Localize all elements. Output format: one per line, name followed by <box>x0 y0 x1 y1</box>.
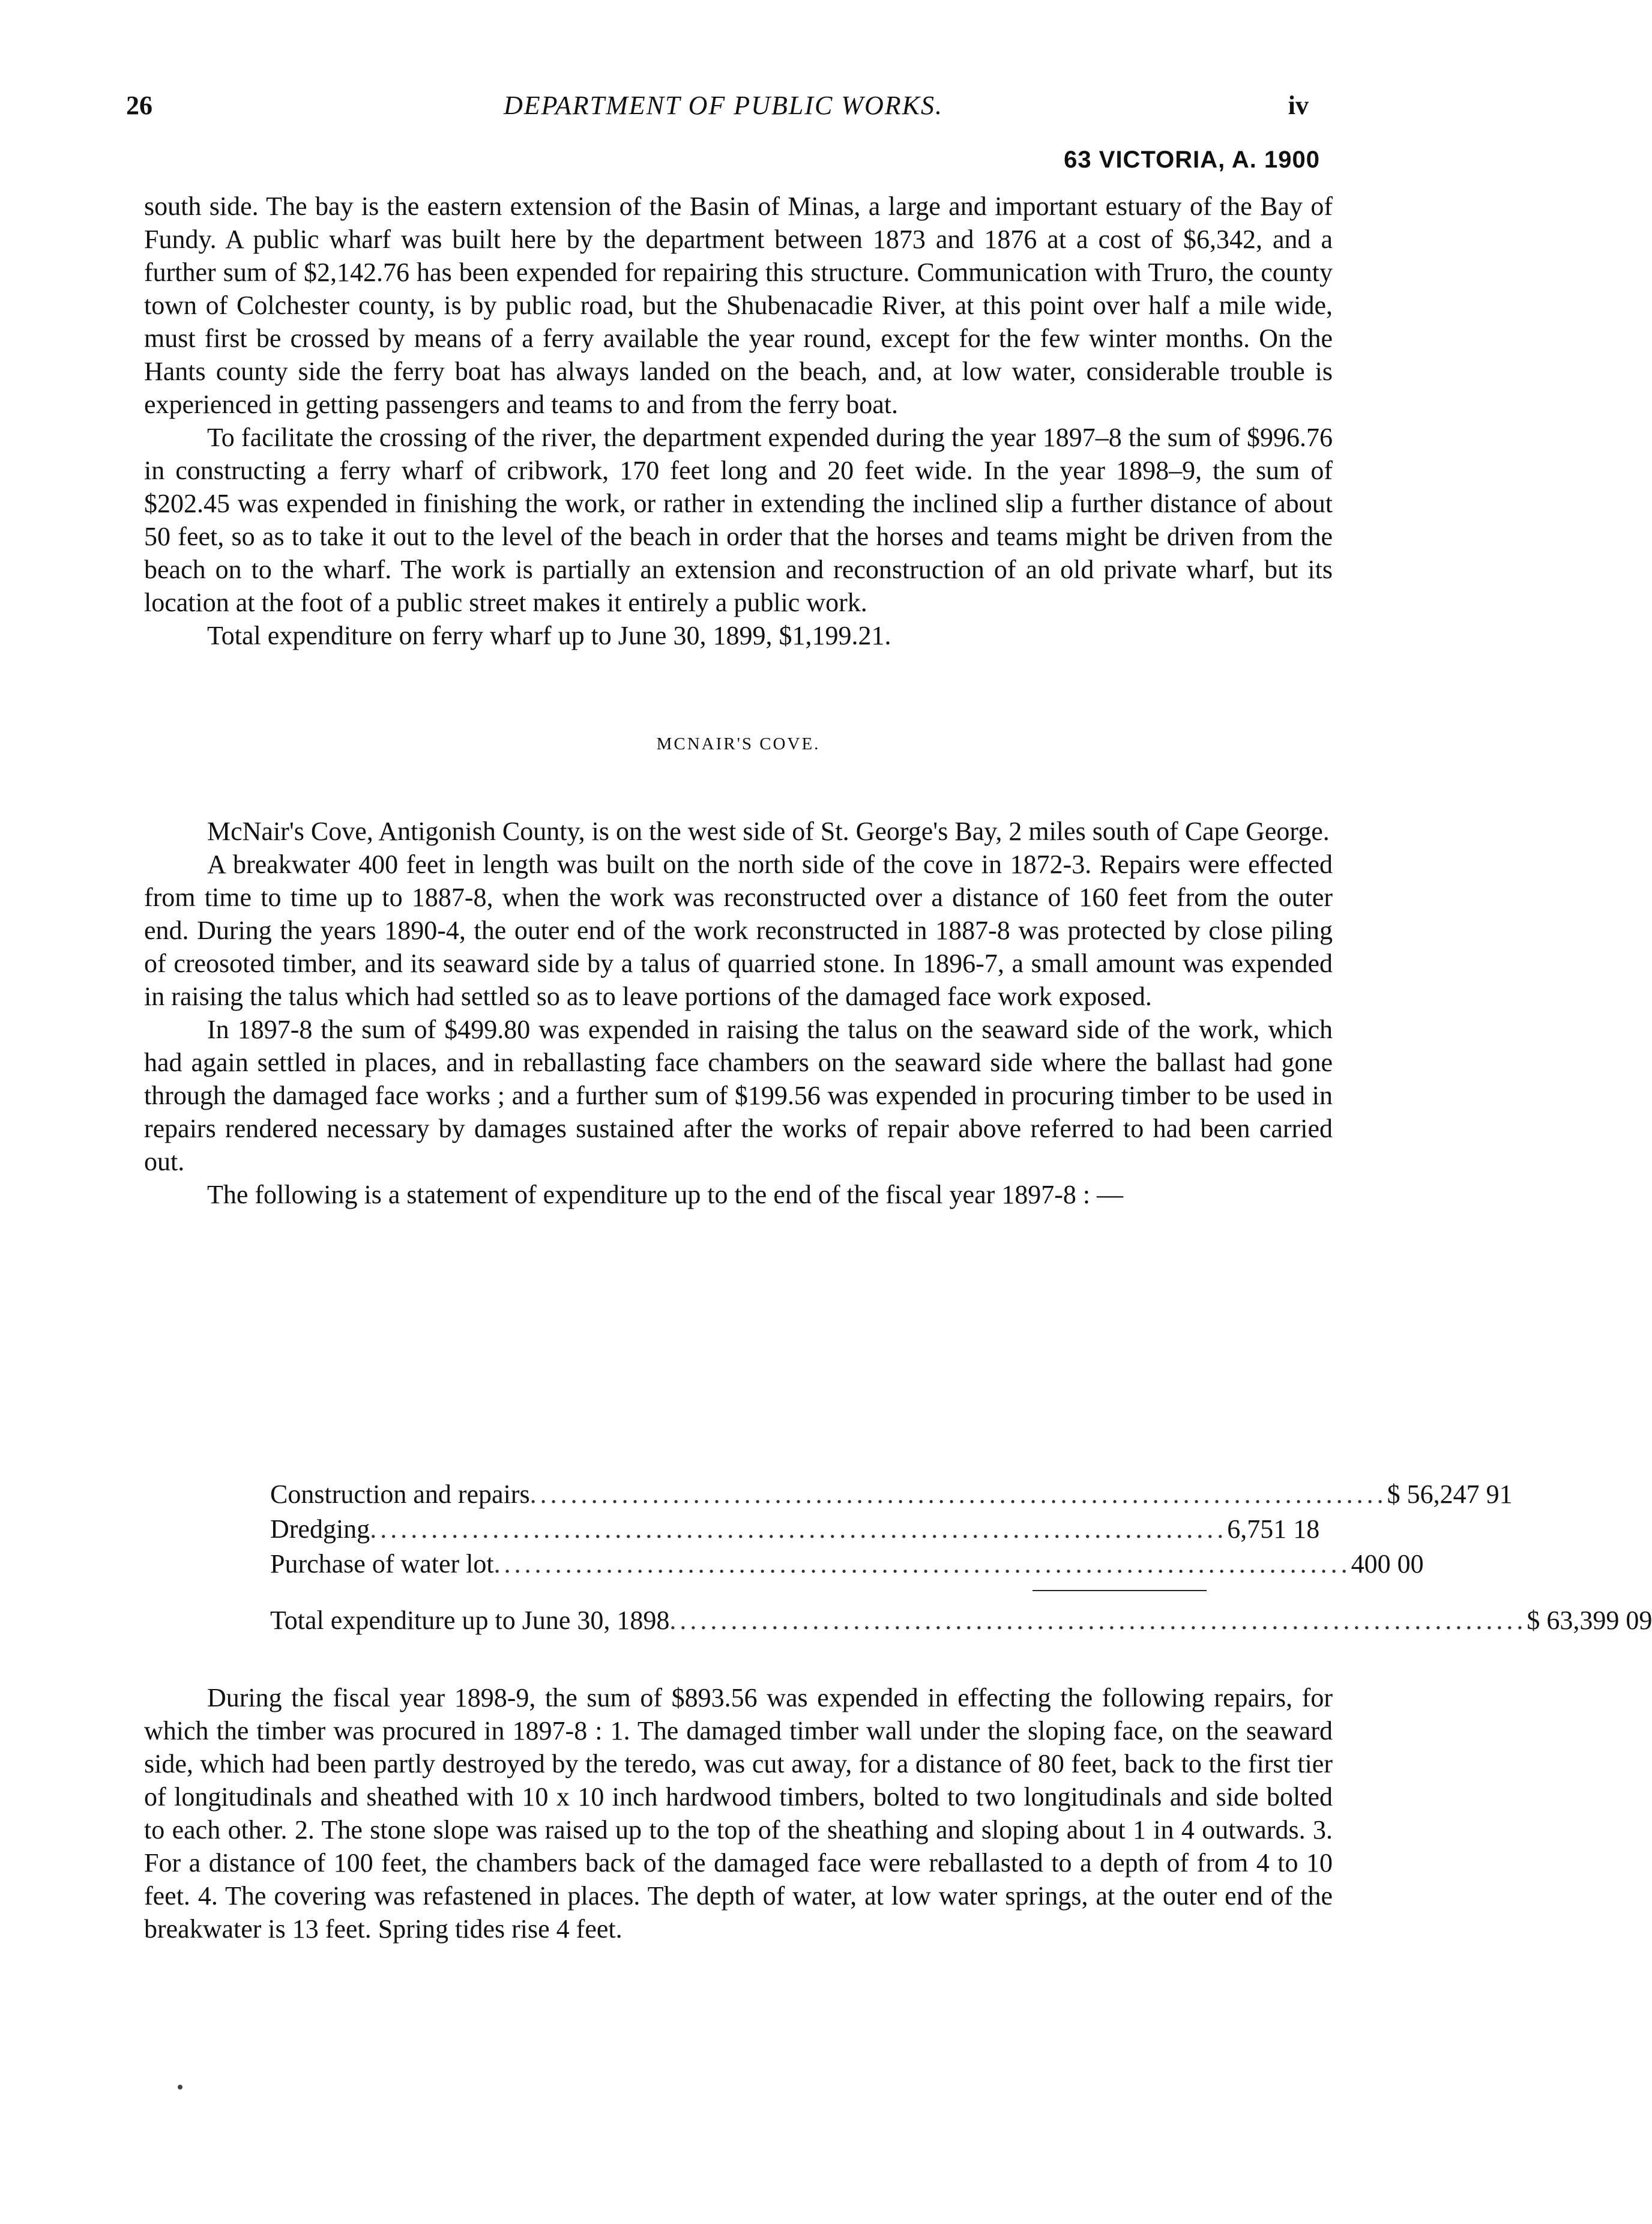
paragraph: Total expenditure on ferry wharf up to June 30, 1899, $1,199.21. <box>207 621 891 650</box>
row-label: Purchase of water lot <box>270 1549 494 1579</box>
paragraph: south side. The bay is the eastern extension of the Basin of Minas, a large and important estuary of the Bay of Fundy. A public wharf was built here by the department between 1873 and 1876 at a cost of $6,342, and a further sum of $2,142.76 has been expended for repairing this structure. Communication with Truro, the county town of Colchester county, is by public road, but the Shubenacadie River, at this point over half a mile wide, must first be crossed by means of a ferry available the year round, except for the few winter months. On the Hants county side the ferry boat has always landed on the beach, and, at low water, considerable trouble is experienced in getting passengers and teams to and from the ferry boat. <box>144 192 1333 419</box>
row-amount: $ 56,247 91 <box>1387 1479 1513 1509</box>
body-text <box>144 190 1333 1211</box>
row-label: Dredging <box>270 1514 370 1544</box>
expenditure-row <box>270 1512 1320 1547</box>
expenditure-row <box>270 1547 1424 1582</box>
paragraph: A breakwater 400 feet in length was built on the north side of the cove in 1872-3. Repairs were effected from time to time up to 1887-8, when the work was reconstructed over a distance of 160 feet from the outer end. During the years 1890-4, the outer end of the work reconstructed in 1887-8 was protected by close piling of creosoted timber, and its seaward side by a talus of quarried stone. In 1896-7, a small amount was expended in raising the talus which had settled so as to leave portions of the damaged face work exposed. <box>144 850 1333 1011</box>
expenditure-statement <box>270 1477 1652 1638</box>
leader-dots: .................................................................................... <box>370 1514 1228 1544</box>
volume-number: iv <box>1288 91 1309 120</box>
paragraph: During the fiscal year 1898-9, the sum of $893.56 was expended in effecting the following repairs, for which the timber was procured in 1897-8 : 1. The damaged timber wall under the sloping face, on the seaward side, which had been partly destroyed by the teredo, was cut away, for a distance of 80 feet, back to the first tier of longitudinals and sheathed with 10 x 10 inch hardwood timbers, bolted to two longitudinals and side bolted to each other. 2. The stone slope was raised up to the top of the sheathing and sloping about 1 in 4 outwards. 3. For a distance of 100 feet, the chambers back of the damaged face were reballasted to a depth of from 4 to 10 feet. 4. The covering was refastened in places. The depth of water, at low water springs, at the outer end of the breakwater is 13 feet. Spring tides rise 4 feet. <box>144 1683 1333 1944</box>
section-heading: MCNAIR'S COVE. <box>656 734 821 754</box>
page-number: 26 <box>126 91 152 120</box>
total-rule <box>1032 1590 1207 1591</box>
total-label: Total expenditure up to June 30, 1898 <box>270 1606 670 1635</box>
paragraph: McNair's Cove, Antigonish County, is on the west side of St. George's Bay, 2 miles south of Cape George. <box>207 817 1330 846</box>
total-row <box>270 1603 1652 1638</box>
leader-dots: .................................................................................... <box>529 1479 1387 1509</box>
row-amount: 400 00 <box>1351 1549 1424 1579</box>
closing-text <box>144 1681 1333 1945</box>
row-label: Construction and repairs <box>270 1479 530 1509</box>
leader-dots: .................................................................................... <box>669 1606 1527 1635</box>
paragraph: In 1897-8 the sum of $499.80 was expended in raising the talus on the seaward side of the work, which had again settled in places, and in reballasting face chambers on the seaward side where the ballast had gone through the damaged face works ; and a further sum of $199.56 was expended in procuring timber to be used in repairs rendered necessary by damages sustained after the works of repair above referred to had been carried out. <box>144 1015 1333 1176</box>
speck-mark <box>178 2085 182 2090</box>
session-label: 63 VICTORIA, A. 1900 <box>1064 147 1320 173</box>
paragraph: The following is a statement of expenditure up to the end of the fiscal year 1897-8 : — <box>207 1180 1124 1209</box>
leader-dots: .................................................................................... <box>493 1549 1351 1579</box>
running-title: DEPARTMENT OF PUBLIC WORKS. <box>504 91 943 120</box>
running-header <box>126 90 1321 132</box>
row-amount: 6,751 18 <box>1227 1514 1320 1544</box>
paragraph: To facilitate the crossing of the river, the department expended during the year 1897–8 the sum of $996.76 in constructing a ferry wharf of cribwork, 170 feet long and 20 feet wide. In the year 1898–9, the sum of $202.45 was expended in finishing the work, or rather in extending the inclined slip a further distance of about 50 feet, so as to take it out to the level of the beach in order that the horses and teams might be driven from the beach on to the wharf. The work is partially an extension and reconstruction of an old private wharf, but its location at the foot of a public street makes it entirely a public work. <box>144 423 1333 617</box>
expenditure-row <box>270 1477 1513 1512</box>
total-amount: $ 63,399 09 <box>1527 1606 1652 1635</box>
